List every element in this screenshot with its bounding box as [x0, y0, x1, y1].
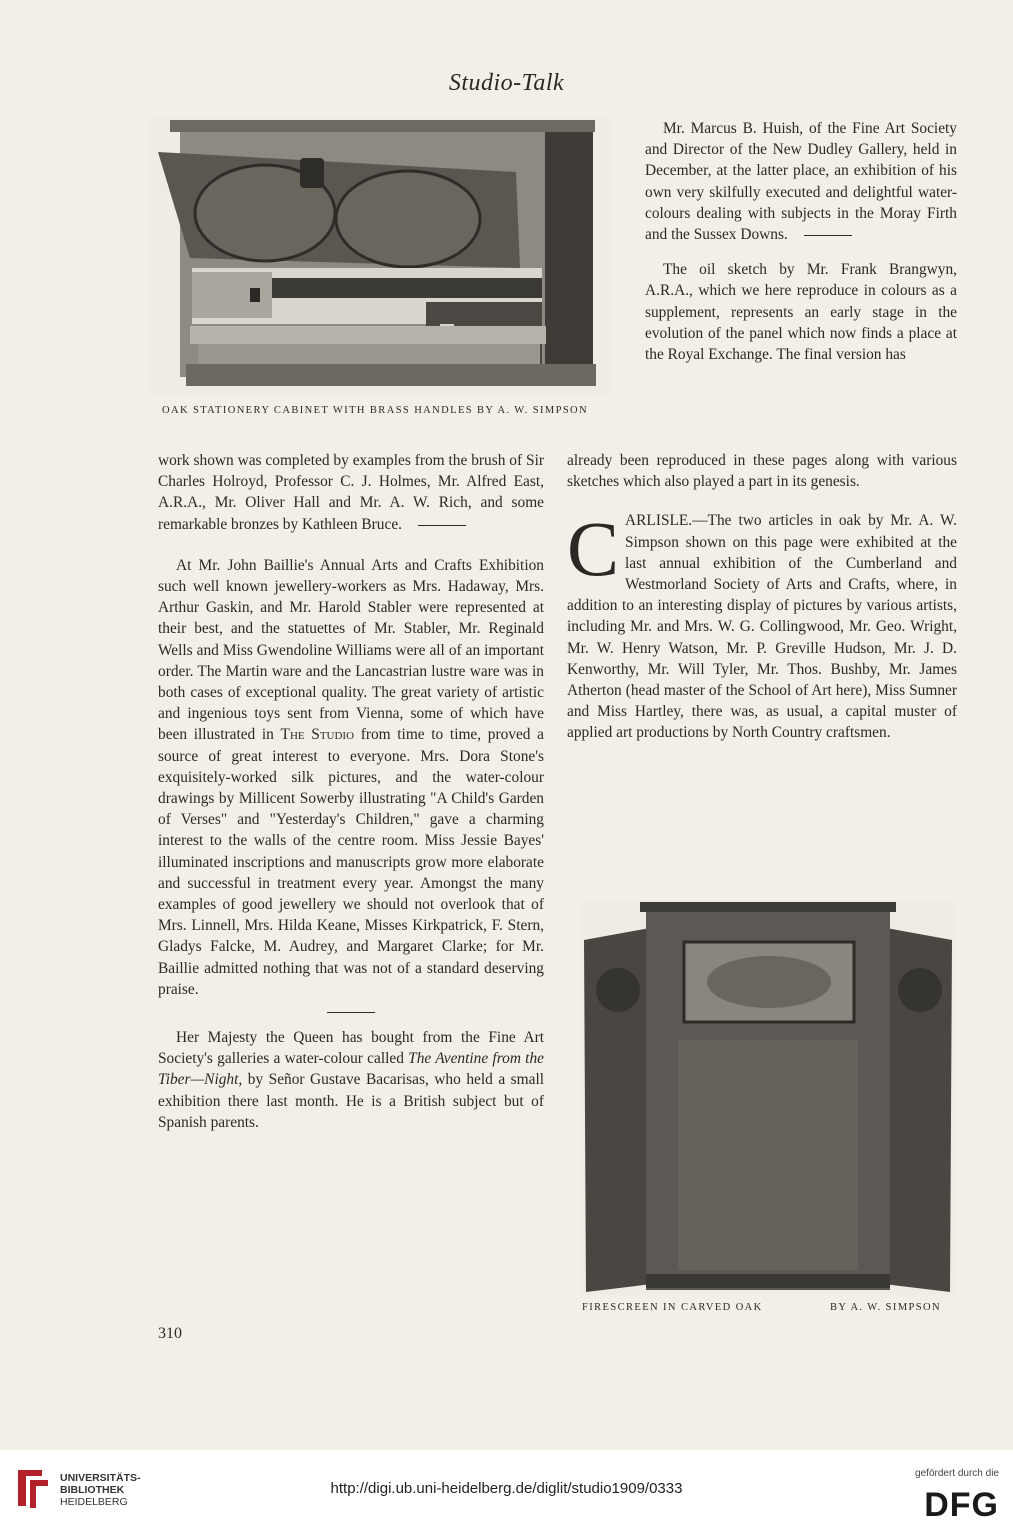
section-rule: [327, 1012, 375, 1013]
paragraph-brangwyn-start: The oil sketch by Mr. Frank Brangwyn, A.R.A., which we here reproduce in colours as a supplement, represents an early stage in the evolution of the panel which now finds a place at the Royal Exchange. The final version has: [645, 261, 957, 364]
paragraph-queen: Her Majesty the Queen has bought from the Fine Art Society's galleries a water-colour called The Aventine from the Tiber—Night, by Señor Gustave Bacarisas, who held a small exhibition there last month. He is a British subject but of Spanish parents.: [158, 1029, 544, 1131]
page-number: 310: [158, 1325, 182, 1342]
source-url-link[interactable]: http://digi.ub.uni-heidelberg.de/diglit/studio1909/0333: [330, 1480, 683, 1497]
paragraph-carlisle: CARLISLE.—The two articles in oak by Mr. A. W. Simpson shown on this page were exhibited at the last annual exhibition of the Cumberland and Westmorland Society of Arts and Crafts, where, in addition to an interesting display of pictures by various artists, including Mr. and Mrs. W. G. Collingwood, Mr. Geo. Wright, Mr. W. Henry Watson, Mr. P. Greville Hudson, Mr. J. D. Kenworthy, Mr. Will Tyler, Mr. Thos. Bushby, Mr. James Atherton (head master of the School of Art here), Miss Sumner and Miss Hartley, there was, as usual, a capital muster of applied art productions by North Country craftsmen.: [567, 505, 957, 742]
university-library-name: UNIVERSITÄTS- BIBLIOTHEK HEIDELBERG: [60, 1472, 141, 1508]
section-rule: [418, 525, 466, 526]
paragraph-brangwyn-end: already been reproduced in these pages along with various sketches which also played a part in its genesis.: [567, 452, 957, 491]
dfg-logo: DFG: [924, 1486, 999, 1524]
firescreen-photo: [580, 900, 956, 1295]
paragraph-huish: Mr. Marcus B. Huish, of the Fine Art Society and Director of the New Dudley Gallery, held in December, at the latter place, an exhibition of his own very skilfully executed and delightful water-colours dealing with subjects in the Moray Firth and the Sussex Downs.: [645, 120, 957, 244]
right-column-continued: [567, 450, 957, 744]
firescreen-caption-right: BY A. W. SIMPSON: [830, 1302, 941, 1313]
running-header: Studio-Talk: [448, 70, 565, 96]
paragraph-baillie: At Mr. John Baillie's Annual Arts and Crafts Exhibition such well known jewellery-workers as Mrs. Hadaway, Mrs. Arthur Gaskin, and Mr. Harold Stabler were represented at their best, and the statuettes of Mr. Stabler, Mr. Reginald Wells and Miss Gwendoline Williams were all of an important order. The Martin ware and the Lancastrian lustre ware was in both cases of exceptional quality. The great variety of artistic and ingenious toys sent from Vienna, some of which have been illustrated in The Studio from time to time, proved a source of great interest to everyone. Mrs. Dora Stone's exquisitely-worked silk pictures, and the water-colour drawings by Millicent Sowerby illustrating "A Child's Garden of Verses" and "Yesterday's Children," gave a charming interest to the walls of the centre room. Miss Jessie Bayes' illuminated inscriptions and manuscripts grow more elaborate and successful in treatment every year. Amongst the many examples of good jewellery we should not overlook that of Mrs. Linnell, Mrs. Hilda Keane, Misses Kirkpatrick, F. Stern, Gladys Falcke, M. Audrey, and Margaret Clarke; for Mr. Baillie admitted nothing that was not of a standard deserving praise.: [158, 556, 544, 998]
cabinet-photo: [150, 118, 610, 396]
section-rule: [804, 235, 852, 236]
footer-bar: [0, 1450, 1013, 1533]
paragraph-bronzes: work shown was completed by examples from the brush of Sir Charles Holroyd, Professor C. J. Holmes, Mr. Alfred East, A.R.A., Mr. Oliver Hall and Mr. A. W. Rich, and some remarkable bronzes by Kathleen Bruce.: [158, 452, 544, 533]
cabinet-caption: OAK STATIONERY CABINET WITH BRASS HANDLES BY A. W. SIMPSON: [162, 405, 589, 416]
firescreen-caption-left: FIRESCREEN IN CARVED OAK: [582, 1302, 763, 1313]
funding-note: gefördert durch die: [915, 1468, 999, 1479]
right-column-top: [645, 118, 957, 385]
left-column: [158, 450, 544, 1133]
drop-cap: C: [567, 505, 620, 593]
